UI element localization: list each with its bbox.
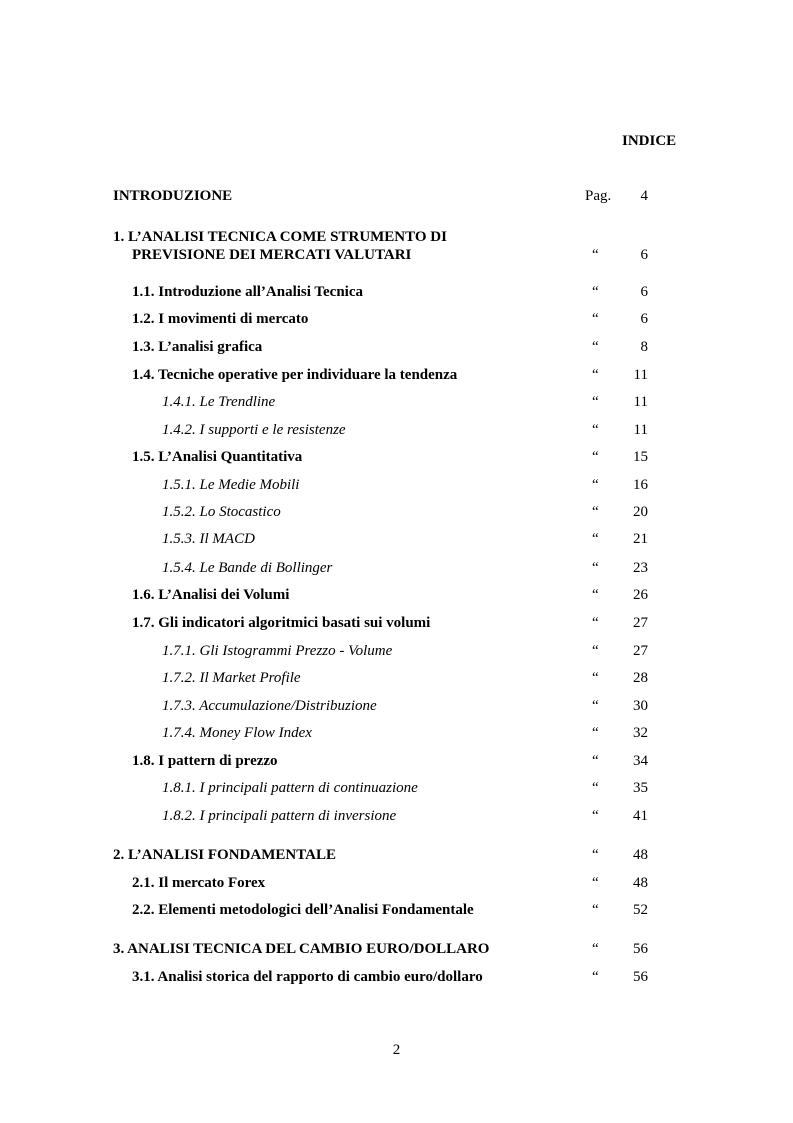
toc-entry-page: 52 [633,902,648,918]
toc-entry-page: 15 [633,449,648,465]
toc-entry-marker: “ [592,367,599,383]
toc-entry-marker: “ [592,698,599,714]
toc-entry-title: 1.7.1. Gli Istogrammi Prezzo - Volume [162,643,393,659]
toc-entry-page: 41 [633,808,648,824]
toc-entry-title: 1.7.3. Accumulazione/Distribuzione [162,698,377,714]
toc-entry[interactable] [0,502,793,522]
toc-entry[interactable] [0,475,793,495]
toc-entry-title: 3. ANALISI TECNICA DEL CAMBIO EURO/DOLLARO [113,941,490,957]
toc-entry[interactable] [0,529,793,549]
toc-entry-page: 11 [633,367,648,383]
toc-entry-page: 35 [633,780,648,796]
toc-entry-marker: “ [592,670,599,686]
toc-entry[interactable] [0,873,793,893]
toc-entry-title: 1.2. I movimenti di mercato [132,311,309,327]
toc-entry-marker: “ [592,247,599,263]
toc-entry-page: 11 [633,394,648,410]
toc-entry[interactable] [0,558,793,578]
toc-entry-title: INTRODUZIONE [113,188,233,204]
toc-entry-title: 1.3. L’analisi grafica [132,339,263,355]
toc-entry-marker: “ [592,449,599,465]
toc-entry[interactable] [0,365,793,385]
toc-entry-title: 1.5.4. Le Bande di Bollinger [162,560,333,576]
toc-entry[interactable] [0,613,793,633]
toc-entry-marker: “ [592,560,599,576]
toc-entry-marker: “ [592,847,599,863]
toc-entry-marker: “ [592,941,599,957]
toc-entry[interactable] [0,420,793,440]
toc-entry-title: 1.5.3. Il MACD [162,531,255,547]
toc-entry-title: 1.8.1. I principali pattern di continuazione [162,780,418,796]
toc-entry-marker: “ [592,311,599,327]
toc-entry[interactable] [0,845,793,865]
toc-entry-title: 2. L’ANALISI FONDAMENTALE [113,847,336,863]
toc-entry[interactable] [0,696,793,716]
toc-entry-page: 21 [633,531,648,547]
toc-entry-chapter-1-line-2[interactable] [0,245,793,265]
toc-entry-page: 48 [633,875,648,891]
toc-entry-title: 1.1. Introduzione all’Analisi Tecnica [132,284,364,300]
toc-entry-marker: “ [592,753,599,769]
toc-entry-title: 1.5.2. Lo Stocastico [162,504,281,520]
toc-entry-marker: “ [592,531,599,547]
toc-entry-marker: “ [592,587,599,603]
toc-entry-marker: Pag. [585,188,612,204]
toc-heading: INDICE [622,133,677,149]
toc-entry-page: 34 [633,753,648,769]
toc-entry[interactable] [0,939,793,959]
toc-entry-title: 1.8. I pattern di prezzo [132,753,278,769]
toc-entry-page: 6 [640,284,648,300]
toc-entry[interactable] [0,806,793,826]
toc-entry-page: 26 [633,587,648,603]
toc-entry-title: 1. L’ANALISI TECNICA COME STRUMENTO DI [113,229,447,245]
toc-entry-page: 32 [633,725,648,741]
toc-entry-marker: “ [592,808,599,824]
toc-entry[interactable] [0,641,793,661]
toc-entry-title: 1.4.1. Le Trendline [162,394,276,410]
toc-entry-page: 27 [633,615,648,631]
toc-entry-page: 8 [640,339,648,355]
toc-entry-title: 1.6. L’Analisi dei Volumi [132,587,290,603]
toc-entry-page: 20 [633,504,648,520]
toc-entry-marker: “ [592,902,599,918]
toc-entry-marker: “ [592,615,599,631]
toc-entry-title: 1.7. Gli indicatori algoritmici basati sui volumi [132,615,431,631]
toc-entry[interactable] [0,309,793,329]
toc-entry-page: 6 [640,247,648,263]
toc-entry[interactable] [0,447,793,467]
page-number: 2 [392,1042,401,1058]
toc-entry[interactable] [0,282,793,302]
toc-entry-marker: “ [592,725,599,741]
toc-entry-marker: “ [592,643,599,659]
toc-entry-page: 28 [633,670,648,686]
toc-entry-page: 56 [633,941,648,957]
toc-entry[interactable] [0,967,793,987]
toc-entry[interactable] [0,900,793,920]
toc-entry-page: 16 [633,477,648,493]
toc-entry-title: 1.4. Tecniche operative per individuare la tendenza [132,367,458,383]
toc-entry-page: 30 [633,698,648,714]
toc-entry-marker: “ [592,339,599,355]
toc-entry-title: 1.8.2. I principali pattern di inversione [162,808,397,824]
toc-entry[interactable] [0,778,793,798]
toc-entry-marker: “ [592,780,599,796]
toc-entry-title: 1.4.2. I supporti e le resistenze [162,422,346,438]
toc-entry[interactable] [0,337,793,357]
toc-entry-marker: “ [592,422,599,438]
toc-entry-title: 1.5.1. Le Medie Mobili [162,477,300,493]
toc-entry-page: 6 [640,311,648,327]
toc-entry-introduzione[interactable] [0,186,793,206]
toc-entry-title: 2.2. Elementi metodologici dell’Analisi Fondamentale [132,902,474,918]
toc-entry-marker: “ [592,504,599,520]
toc-entry-marker: “ [592,875,599,891]
toc-entry-page: 4 [640,188,648,204]
toc-entry-page: 27 [633,643,648,659]
toc-entry-marker: “ [592,284,599,300]
toc-entry-page: 11 [633,422,648,438]
toc-entry-title: 2.1. Il mercato Forex [132,875,266,891]
toc-entry-page: 23 [633,560,648,576]
toc-entry-marker: “ [592,394,599,410]
toc-entry-title: 1.7.2. Il Market Profile [162,670,301,686]
toc-entry[interactable] [0,668,793,688]
toc-entry-marker: “ [592,477,599,493]
toc-entry-chapter-1-line-1[interactable] [0,227,793,247]
toc-entry-title: 3.1. Analisi storica del rapporto di cambio euro/dollaro [132,969,483,985]
toc-entry-title: 1.7.4. Money Flow Index [162,725,312,741]
toc-entry-title: PREVISIONE DEI MERCATI VALUTARI [132,247,412,263]
toc-entry[interactable] [0,751,793,771]
toc-entry-page: 48 [633,847,648,863]
toc-entry-title: 1.5. L’Analisi Quantitativa [132,449,303,465]
toc-entry[interactable] [0,723,793,743]
toc-entry[interactable] [0,585,793,605]
toc-entry-marker: “ [592,969,599,985]
toc-entry[interactable] [0,392,793,412]
toc-entry-page: 56 [633,969,648,985]
